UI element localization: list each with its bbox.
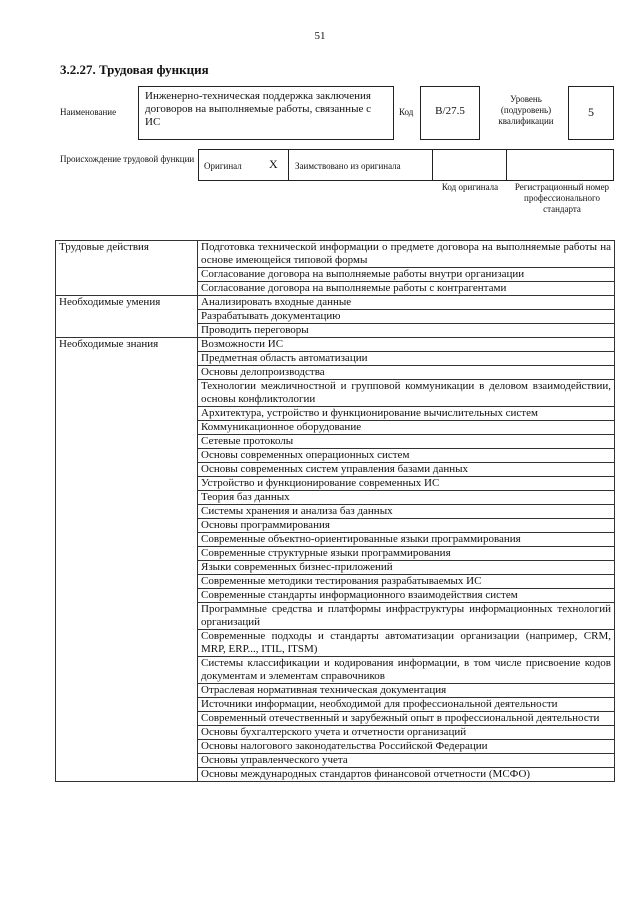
- table-item: Современные методики тестирования разрабатываемых ИС: [198, 575, 615, 589]
- table-row: [56, 268, 615, 282]
- table-row: [56, 366, 615, 380]
- table-item: Архитектура, устройство и функционирование вычислительных систем: [198, 407, 615, 421]
- reg-number-cell: [507, 150, 615, 180]
- table-item: Технологии межличностной и групповой коммуникации в деловом взаимодействии, основы конфликтологии: [198, 380, 615, 407]
- table-item: Современный отечественный и зарубежный опыт в профессиональной деятельности: [198, 712, 615, 726]
- table-item: Основы международных стандартов финансовой отчетности (МСФО): [198, 768, 615, 782]
- table-item: Основы бухгалтерского учета и отчетности организаций: [198, 726, 615, 740]
- code-value: В/27.5: [420, 86, 480, 140]
- table-item: Анализировать входные данные: [198, 296, 615, 310]
- functions-table: [55, 240, 615, 782]
- section-title-cell-empty: [56, 630, 198, 657]
- table-item: Современные объектно-ориентированные языки программирования: [198, 533, 615, 547]
- table-item: Системы классификации и кодирования информации, в том числе присвоение кодов документам и элементам справочников: [198, 657, 615, 684]
- table-row: [56, 477, 615, 491]
- name-value: Инженерно-техническая поддержка заключения договоров на выполняемые работы, связанные с ИС: [138, 86, 394, 140]
- table-row: [56, 603, 615, 630]
- table-item: Устройство и функционирование современных ИС: [198, 477, 615, 491]
- section-title-cell-empty: [56, 421, 198, 435]
- section-title-cell-empty: [56, 575, 198, 589]
- origin-row: [198, 149, 614, 181]
- table-row: [56, 421, 615, 435]
- table-item: Разрабатывать документацию: [198, 310, 615, 324]
- section-title-cell-empty: [56, 324, 198, 338]
- level-label: Уровень (подуровень) квалификации: [498, 94, 554, 126]
- table-item: Подготовка технической информации о предмете договора на выполняемые работы на основе имеющейся типовой формы: [198, 241, 615, 268]
- table-row: [56, 491, 615, 505]
- section-title-cell-empty: [56, 519, 198, 533]
- table-item: Основы современных систем управления базами данных: [198, 463, 615, 477]
- original-mark: X: [269, 157, 278, 171]
- origin-label: Происхождение трудовой функции: [60, 154, 195, 164]
- section-title-cell-empty: [56, 712, 198, 726]
- table-item: Основы делопроизводства: [198, 366, 615, 380]
- code-label: Код: [399, 107, 414, 117]
- section-title-cell-empty: [56, 268, 198, 282]
- table-row: [56, 657, 615, 684]
- section-title-cell-empty: [56, 561, 198, 575]
- section-title-cell-empty: [56, 547, 198, 561]
- table-row: [56, 380, 615, 407]
- reg-number-caption: Регистрационный номер профессионального стандарта: [514, 182, 610, 214]
- table-row: [56, 407, 615, 421]
- table-row: [56, 547, 615, 561]
- table-row: [56, 726, 615, 740]
- section-title-cell: Необходимые умения: [56, 296, 198, 310]
- table-row: [56, 740, 615, 754]
- page-number: 51: [314, 30, 326, 42]
- table-row: [56, 561, 615, 575]
- table-item: Коммуникационное оборудование: [198, 421, 615, 435]
- section-title-cell-empty: [56, 754, 198, 768]
- section-title-cell-empty: [56, 589, 198, 603]
- original-label: Оригинал: [204, 161, 242, 171]
- table-item: Сетевые протоколы: [198, 435, 615, 449]
- table-row: [56, 684, 615, 698]
- section-title-cell-empty: [56, 449, 198, 463]
- section-title-cell-empty: [56, 310, 198, 324]
- table-row: [56, 519, 615, 533]
- table-item: Согласование договора на выполняемые работы внутри организации: [198, 268, 615, 282]
- table-item: Отраслевая нормативная техническая документация: [198, 684, 615, 698]
- table-item: Источники информации, необходимой для профессиональной деятельности: [198, 698, 615, 712]
- table-row: [56, 282, 615, 296]
- section-title-cell-empty: [56, 463, 198, 477]
- table-item: Теория баз данных: [198, 491, 615, 505]
- table-row: [56, 768, 615, 782]
- table-row: [56, 241, 615, 268]
- table-row: [56, 324, 615, 338]
- code-original-caption: Код оригинала: [441, 182, 499, 192]
- table-row: [56, 575, 615, 589]
- section-title-cell-empty: [56, 740, 198, 754]
- table-row: [56, 533, 615, 547]
- name-label: Наименование: [60, 107, 117, 117]
- section-title-cell-empty: [56, 768, 198, 782]
- section-title-cell-empty: [56, 282, 198, 296]
- table-row: [56, 505, 615, 519]
- table-item: Языки современных бизнес-приложений: [198, 561, 615, 575]
- level-value: 5: [568, 86, 614, 140]
- table-row: [56, 310, 615, 324]
- table-item: Проводить переговоры: [198, 324, 615, 338]
- section-title-cell-empty: [56, 407, 198, 421]
- section-title-cell-empty: [56, 505, 198, 519]
- table-row: [56, 754, 615, 768]
- section-title-cell-empty: [56, 533, 198, 547]
- table-row: [56, 589, 615, 603]
- section-title: 3.2.27. Трудовая функция: [60, 62, 209, 77]
- section-title-cell-empty: [56, 477, 198, 491]
- table-row: [56, 698, 615, 712]
- table-row: [56, 352, 615, 366]
- section-title-cell: Необходимые знания: [56, 338, 198, 352]
- section-title-cell-empty: [56, 726, 198, 740]
- table-item: Программные средства и платформы инфраструктуры информационных технологий организаций: [198, 603, 615, 630]
- section-title-cell-empty: [56, 684, 198, 698]
- section-title-cell-empty: [56, 491, 198, 505]
- table-item: Основы программирования: [198, 519, 615, 533]
- original-cell: [199, 150, 289, 180]
- table-row: [56, 449, 615, 463]
- code-original-cell: [433, 150, 507, 180]
- table-item: Системы хранения и анализа баз данных: [198, 505, 615, 519]
- table-row: [56, 435, 615, 449]
- table-item: Основы современных операционных систем: [198, 449, 615, 463]
- section-title-cell-empty: [56, 698, 198, 712]
- table-row: [56, 712, 615, 726]
- table-item: Основы управленческого учета: [198, 754, 615, 768]
- section-title-cell-empty: [56, 380, 198, 407]
- section-title-cell-empty: [56, 366, 198, 380]
- table-item: Возможности ИС: [198, 338, 615, 352]
- table-item: Основы налогового законодательства Российской Федерации: [198, 740, 615, 754]
- section-title-cell-empty: [56, 657, 198, 684]
- borrowed-cell: [289, 150, 433, 180]
- borrowed-label: Заимствовано из оригинала: [295, 161, 401, 171]
- table-row: [56, 296, 615, 310]
- section-title-cell-empty: [56, 352, 198, 366]
- section-title-cell-empty: [56, 603, 198, 630]
- table-item: Современные стандарты информационного взаимодействия систем: [198, 589, 615, 603]
- table-item: Предметная область автоматизации: [198, 352, 615, 366]
- section-title-cell-empty: [56, 435, 198, 449]
- table-row: [56, 463, 615, 477]
- table-item: Согласование договора на выполняемые работы с контрагентами: [198, 282, 615, 296]
- table-item: Современные структурные языки программирования: [198, 547, 615, 561]
- table-item: Современные подходы и стандарты автоматизации организации (например, CRM, MRP, ERP..., ITIL, ITSM): [198, 630, 615, 657]
- table-row: [56, 338, 615, 352]
- table-row: [56, 630, 615, 657]
- section-title-cell: Трудовые действия: [56, 241, 198, 268]
